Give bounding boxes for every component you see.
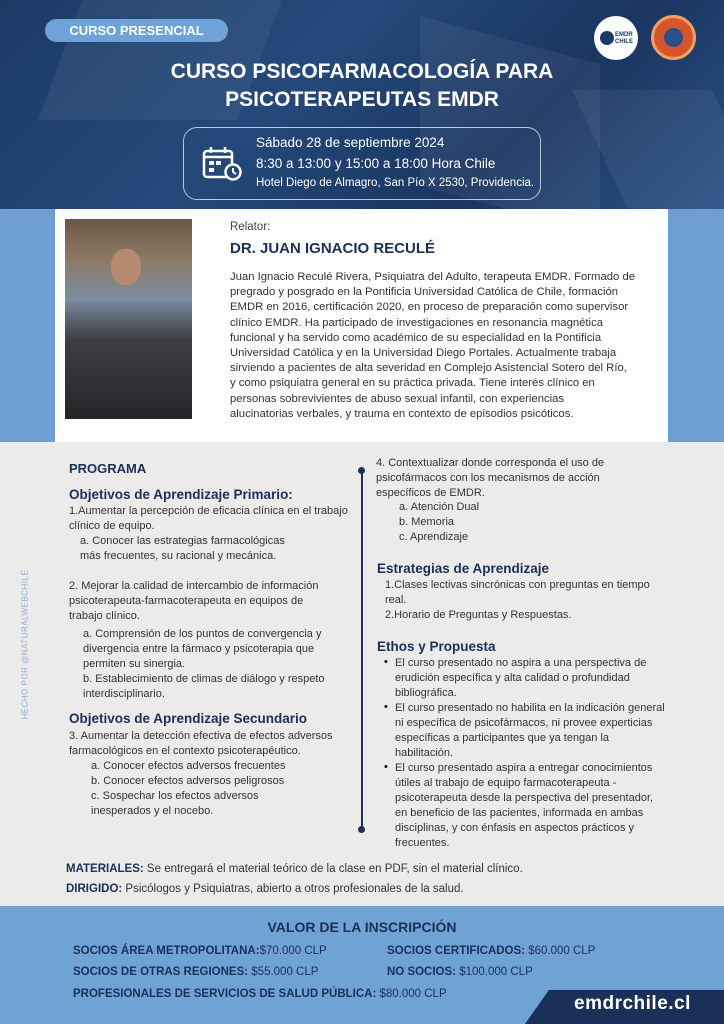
course-title: CURSO PSICOFARMACOLOGÍA PARA PSICOTERAPEUTAS EMDR	[170, 60, 554, 111]
pricing-title: VALOR DE LA INSCRIPCIÓN	[267, 919, 457, 935]
price-value: $55.000 CLP	[248, 966, 319, 978]
price-item	[73, 988, 447, 1000]
objective-2: 2. Mejorar la calidad de intercambio de información psicoterapeuta-farmacoterapeuta en equipos de trabajo clínico.	[69, 580, 319, 622]
directed-text: Psicólogos y Psiquiatras, abierto a otros profesionales de la salud.	[122, 883, 464, 895]
price-item	[73, 966, 318, 978]
price-value: $100.000 CLP	[456, 966, 533, 978]
objective-3: 3. Aumentar la detección efectiva de efectos adversos farmacológicos en el contexto psicoterapéutico.	[69, 730, 333, 757]
divider-dot-top	[358, 467, 365, 474]
materials-text: Se entregará el material teórico de la clase en PDF, sin el material clínico.	[143, 863, 523, 875]
primary-objectives-title: Objetivos de Aprendizaje Primario:	[69, 487, 293, 502]
speaker-label: Relator:	[230, 221, 271, 233]
price-item	[73, 945, 327, 957]
strategies-list: 1.Clases lectivas sincrónicas con preguntas en tiempo real. 2.Horario de Preguntas y Respuestas.	[385, 579, 650, 621]
event-location: Hotel Diego de Almagro, San Pío X 2530, Providencia.	[256, 177, 535, 189]
price-item	[387, 966, 533, 978]
price-value: $80.000 CLP	[376, 988, 447, 1000]
event-time: 8:30 a 13:00 y 15:00 a 18:00 Hora Chile	[256, 156, 496, 171]
ethos-item: • El curso presentado no aspira a una perspectiva de erudición específica y alta calidad o profundidad bibliográfica.	[384, 656, 665, 701]
speaker-photo	[65, 219, 192, 419]
ethos-title: Ethos y Propuesta	[377, 639, 496, 654]
emdr-chile-logo: EMDR CHILE	[594, 16, 638, 60]
price-label: PROFESIONALES DE SERVICIOS DE SALUD PÚBLICA:	[73, 988, 377, 1000]
secondary-objectives-title: Objetivos de Aprendizaje Secundario	[69, 711, 308, 726]
association-seal-logo	[651, 15, 696, 60]
calendar-clock-icon	[202, 146, 242, 182]
objective-2-subitems: a. Comprensión de los puntos de convergencia y divergencia entre la fármaco y psicoterapia que permiten su sinergia. b. Establecimiento de climas de diálogo y respeto interdisciplinario.	[83, 628, 325, 700]
speaker-name: DR. JUAN IGNACIO RECULÉ	[230, 240, 436, 257]
website-link[interactable]: emdrchile.cl	[574, 993, 691, 1014]
ethos-item-text: El curso presentado no aspira a una perspectiva de erudición específica y alta calidad o profundidad bibliográfica.	[395, 657, 647, 699]
objective-4: 4. Contextualizar donde corresponda el uso de psicofármacos con los mecanismos de acción específicos de EMDR.	[376, 457, 605, 499]
directed-label: DIRIGIDO:	[66, 883, 123, 895]
materials-label: MATERIALES:	[66, 863, 144, 875]
directed-line	[66, 883, 464, 895]
price-label: SOCIOS DE OTRAS REGIONES:	[73, 966, 249, 978]
price-item	[387, 945, 595, 957]
ethos-item: • El curso presentado aspira a entregar conocimientos útiles al trabajo de equipo farmacoterapeuta - psicoterapeuta desde la perspectiva del presentador, en beneficio de las pacientes, informada en ambas disciplinas, y con énfasis en aspectos prácticos y frecuentes.	[384, 761, 665, 851]
divider-dot-bottom	[358, 826, 365, 833]
event-date: Sábado 28 de septiembre 2024	[256, 135, 445, 150]
ethos-item-text: El curso presentado aspira a entregar conocimientos útiles al trabajo de equipo farmacoterapeuta - psicoterapeuta desde la perspectiva del presentador, en beneficio de las pacientes, informada en ambas disciplinas, y con énfasis en aspectos prácticos y frecuentes.	[395, 762, 654, 849]
credit-watermark: HECHO POR @NATURALWEBCHILE	[20, 569, 30, 720]
price-value: $70.000 CLP	[259, 945, 327, 957]
ethos-item: • El curso presentado no habilita en la indicación general ni específica de psicofármacos, ni provee experticias específicas a participantes que ya tengan la habilitación.	[384, 701, 665, 759]
price-value: $60.000 CLP	[525, 945, 596, 957]
objective-1-subitems: a. Conocer las estrategias farmacológicas más frecuentes, su racional y mecánica.	[80, 535, 285, 562]
price-label: SOCIOS ÁREA METROPOLITANA:	[73, 945, 260, 957]
program-title: PROGRAMA	[69, 461, 147, 476]
course-type-badge: CURSO PRESENCIAL	[45, 19, 228, 42]
strategies-title: Estrategias de Aprendizaje	[377, 561, 550, 576]
price-label: NO SOCIOS:	[387, 966, 457, 978]
ethos-list	[384, 656, 665, 851]
objective-4-subitems: a. Atención Dual b. Memoria c. Aprendizaje	[399, 501, 480, 543]
column-divider	[361, 470, 363, 830]
objective-3-subitems: a. Conocer efectos adversos frecuentes b. Conocer efectos adversos peligrosos c. Sospechar los efectos adversos inesperados y el nocebo.	[91, 760, 286, 817]
ethos-item-text: El curso presentado no habilita en la indicación general ni específica de psicofármacos, ni provee experticias específicas a participantes que ya tengan la habilitación.	[395, 702, 665, 759]
materials-line	[66, 863, 523, 875]
price-label: SOCIOS CERTIFICADOS:	[387, 945, 526, 957]
speaker-bio: Juan Ignacio Reculé Rivera, Psiquiatra del Adulto, terapeuta EMDR. Formado de pregrado y posgrado en la Pontificia Universidad Católica de Chile, formación EMDR en 2016, certificación 2020, en proceso de preparación como supervisor clínico EMDR. Ha participado de investigaciones en resonancia magnética funcional y ha servido como académico de su especialidad en la Pontificia Universidad Católica y en la Universidad Diego Portales. Actualmente trabaja sirviendo a pacientes de alta severidad en Complejo Asistencial Sotero del Río, y como psiquiatra general en su práctica privada. Tiene interés clínico en personas sobrevivientes de abuso sexual infantil, con experiencias alucinatorias verbales, y trauma en contexto de episodios psicóticos.	[230, 271, 636, 420]
objective-1: 1.Aumentar la percepción de eficacia clínica en el trabajo clínico de equipo.	[69, 505, 348, 532]
